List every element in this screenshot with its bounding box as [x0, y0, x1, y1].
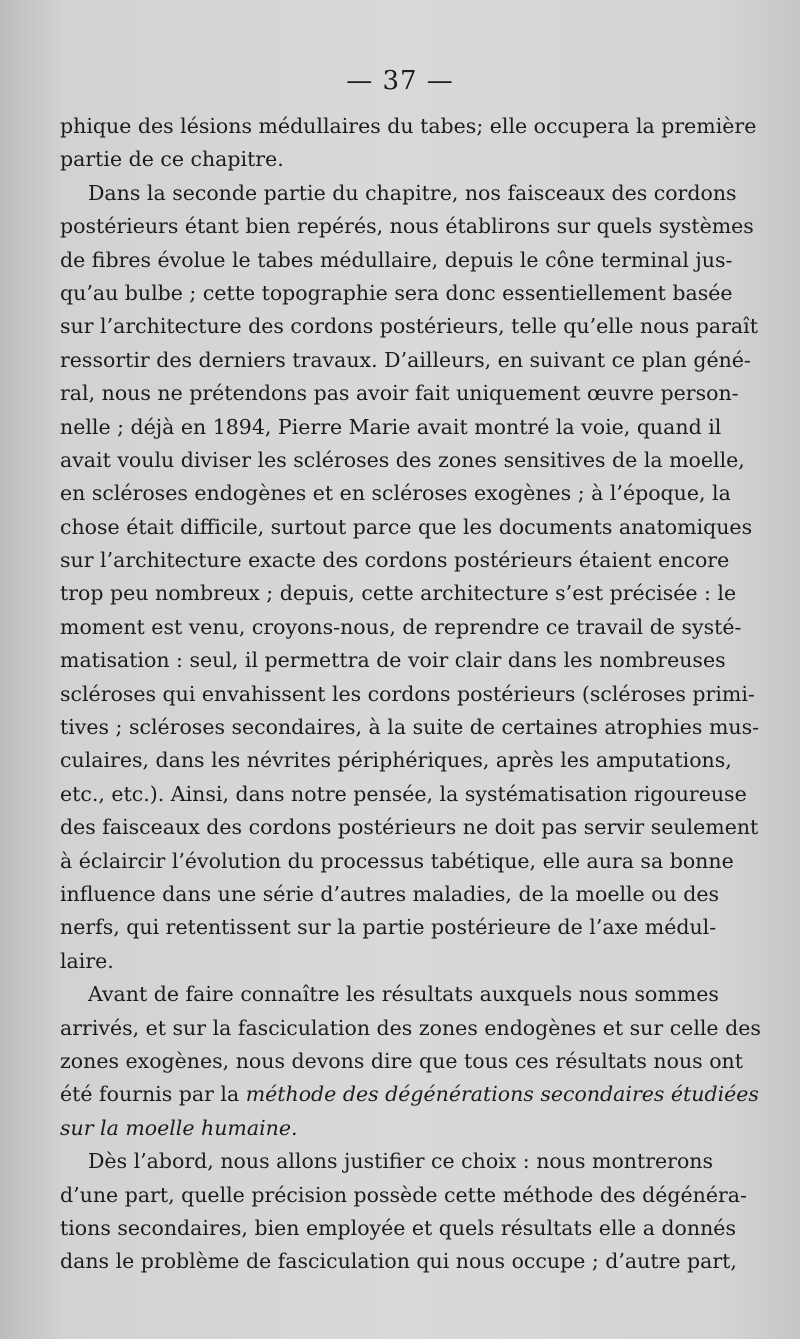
text-line: matisation : seul, il permettra de voir clair dans les nombreuses	[60, 648, 726, 673]
page-number: — 37 —	[346, 66, 454, 96]
text-line: zones exogènes, nous devons dire que tous ces résultats nous ont	[60, 1048, 743, 1073]
text-line: à éclaircir l’évolution du processus tabétique, elle aura sa bonne	[60, 848, 734, 873]
text-line: nerfs, qui retentissent sur la partie postérieure de l’axe médul-	[60, 915, 717, 940]
text-line: en scléroses endogènes et en scléroses exogènes ; à l’époque, la	[60, 481, 731, 506]
text-line: trop peu nombreux ; depuis, cette architecture s’est précisée : le	[60, 581, 737, 606]
text-line: sur l’architecture exacte des cordons postérieurs étaient encore	[60, 548, 730, 573]
body-text	[60, 110, 761, 1279]
text-line: ral, nous ne prétendons pas avoir fait uniquement œuvre person-	[60, 381, 739, 406]
text-line: tives ; scléroses secondaires, à la suite de certaines atrophies mus-	[60, 715, 760, 740]
text-line-mixed-prefix: été fournis par la	[60, 1082, 246, 1107]
text-line: sur l’architecture des cordons postérieurs, telle qu’elle nous paraît	[60, 314, 758, 339]
text-line: partie de ce chapitre.	[60, 147, 284, 172]
text-line: qu’au bulbe ; cette topographie sera donc essentiellement basée	[60, 280, 733, 305]
text-line: moment est venu, croyons-nous, de reprendre ce travail de systé-	[60, 614, 742, 639]
text-line: nelle ; déjà en 1894, Pierre Marie avait montré la voie, quand il	[60, 414, 722, 439]
text-line: d’une part, quelle précision possède cette méthode des dégénéra-	[60, 1182, 747, 1207]
text-line: laire.	[60, 948, 114, 973]
text-line: avait voulu diviser les scléroses des zones sensitives de la moelle,	[60, 447, 745, 472]
text-line: Avant de faire connaître les résultats auxquels nous sommes	[88, 982, 719, 1007]
text-line: de fibres évolue le tabes médullaire, depuis le cône terminal jus-	[60, 247, 733, 272]
text-line: arrivés, et sur la fasciculation des zones endogènes et sur celle des	[60, 1015, 761, 1040]
text-line: influence dans une série d’autres maladies, de la moelle ou des	[60, 881, 720, 906]
text-line-mixed-italic: méthode des dégénérations secondaires étudiées	[245, 1082, 759, 1107]
text-line: des faisceaux des cordons postérieurs ne doit pas servir seulement	[60, 815, 759, 840]
text-line: Dans la seconde partie du chapitre, nos faisceaux des cordons	[88, 180, 737, 205]
text-line-italic: sur la moelle humaine.	[60, 1115, 298, 1140]
text-line: Dès l’abord, nous allons justifier ce choix : nous montrerons	[88, 1149, 714, 1174]
text-line: scléroses qui envahissent les cordons postérieurs (scléroses primi-	[60, 681, 755, 706]
text-line: dans le problème de fasciculation qui nous occupe ; d’autre part,	[60, 1249, 737, 1274]
text-line: culaires, dans les névrites périphériques, après les amputations,	[60, 748, 732, 773]
text-line: etc., etc.). Ainsi, dans notre pensée, la systématisation rigoureuse	[60, 781, 747, 806]
text-line: tions secondaires, bien employée et quels résultats elle a donnés	[60, 1215, 736, 1240]
text-line: chose était difficile, surtout parce que les documents anatomiques	[60, 514, 753, 539]
text-line: phique des lésions médullaires du tabes; elle occupera la première	[60, 114, 757, 138]
text-line: postérieurs étant bien repérés, nous établirons sur quels systèmes	[60, 214, 754, 239]
text-line: ressortir des derniers travaux. D’ailleurs, en suivant ce plan géné-	[60, 347, 751, 372]
text-line-mixed	[60, 1078, 759, 1111]
